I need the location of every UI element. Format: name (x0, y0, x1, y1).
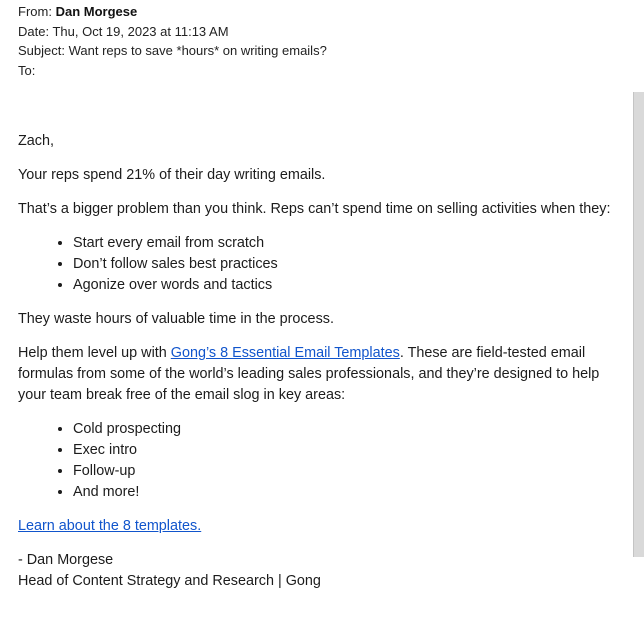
learn-more-link[interactable]: Learn about the 8 templates. (18, 518, 202, 534)
to-row (18, 61, 327, 81)
vertical-scrollbar[interactable] (633, 92, 644, 557)
from-row (18, 2, 327, 22)
email-header (18, 2, 327, 80)
templates-suffix: . These are field-tested email formulas from some of the world’s leading sales professionals, and they’re designed to help your team break free of the email slog in key areas: (18, 345, 600, 403)
subject-row (18, 41, 327, 61)
to-label: To: (18, 62, 36, 78)
signature-title: Head of Content Strategy and Research | Gong (18, 573, 321, 589)
paragraph-stat: Your reps spend 21% of their day writing emails. (18, 167, 326, 183)
paragraph-waste: They waste hours of valuable time in the process. (18, 311, 334, 327)
greeting: Zach, (18, 133, 54, 149)
from-label: From: (18, 4, 52, 19)
list-item: • Don’t follow sales best practices (73, 254, 628, 275)
signature (18, 550, 628, 592)
subject-value: Want reps to save *hours* on writing emails? (68, 43, 327, 58)
list-item: • Follow-up (73, 461, 628, 482)
date-label: Date: (18, 23, 50, 39)
paragraph-problem: That’s a bigger problem than you think. Reps can’t spend time on selling activities when they: (18, 201, 611, 217)
from-name: Dan Morgese (55, 4, 138, 19)
list-item: • Agonize over words and tactics (73, 275, 628, 296)
paragraph-templates (18, 343, 628, 406)
list-item: • Start every email from scratch (73, 233, 628, 254)
list-item: • Exec intro (73, 440, 628, 461)
list-item: • Cold prospecting (73, 419, 628, 440)
templates-link[interactable]: Gong’s 8 Essential Email Templates (170, 345, 400, 361)
date-value: Thu, Oct 19, 2023 at 11:13 AM (52, 23, 229, 39)
templates-prefix: Help them level up with (18, 345, 171, 361)
email-body (18, 131, 628, 605)
cta-paragraph (18, 516, 628, 537)
problem-list (18, 233, 628, 296)
date-row (18, 22, 327, 42)
list-item: • And more! (73, 482, 628, 503)
subject-label: Subject: (18, 43, 65, 58)
signature-name: - Dan Morgese (18, 552, 114, 568)
areas-list (18, 419, 628, 503)
